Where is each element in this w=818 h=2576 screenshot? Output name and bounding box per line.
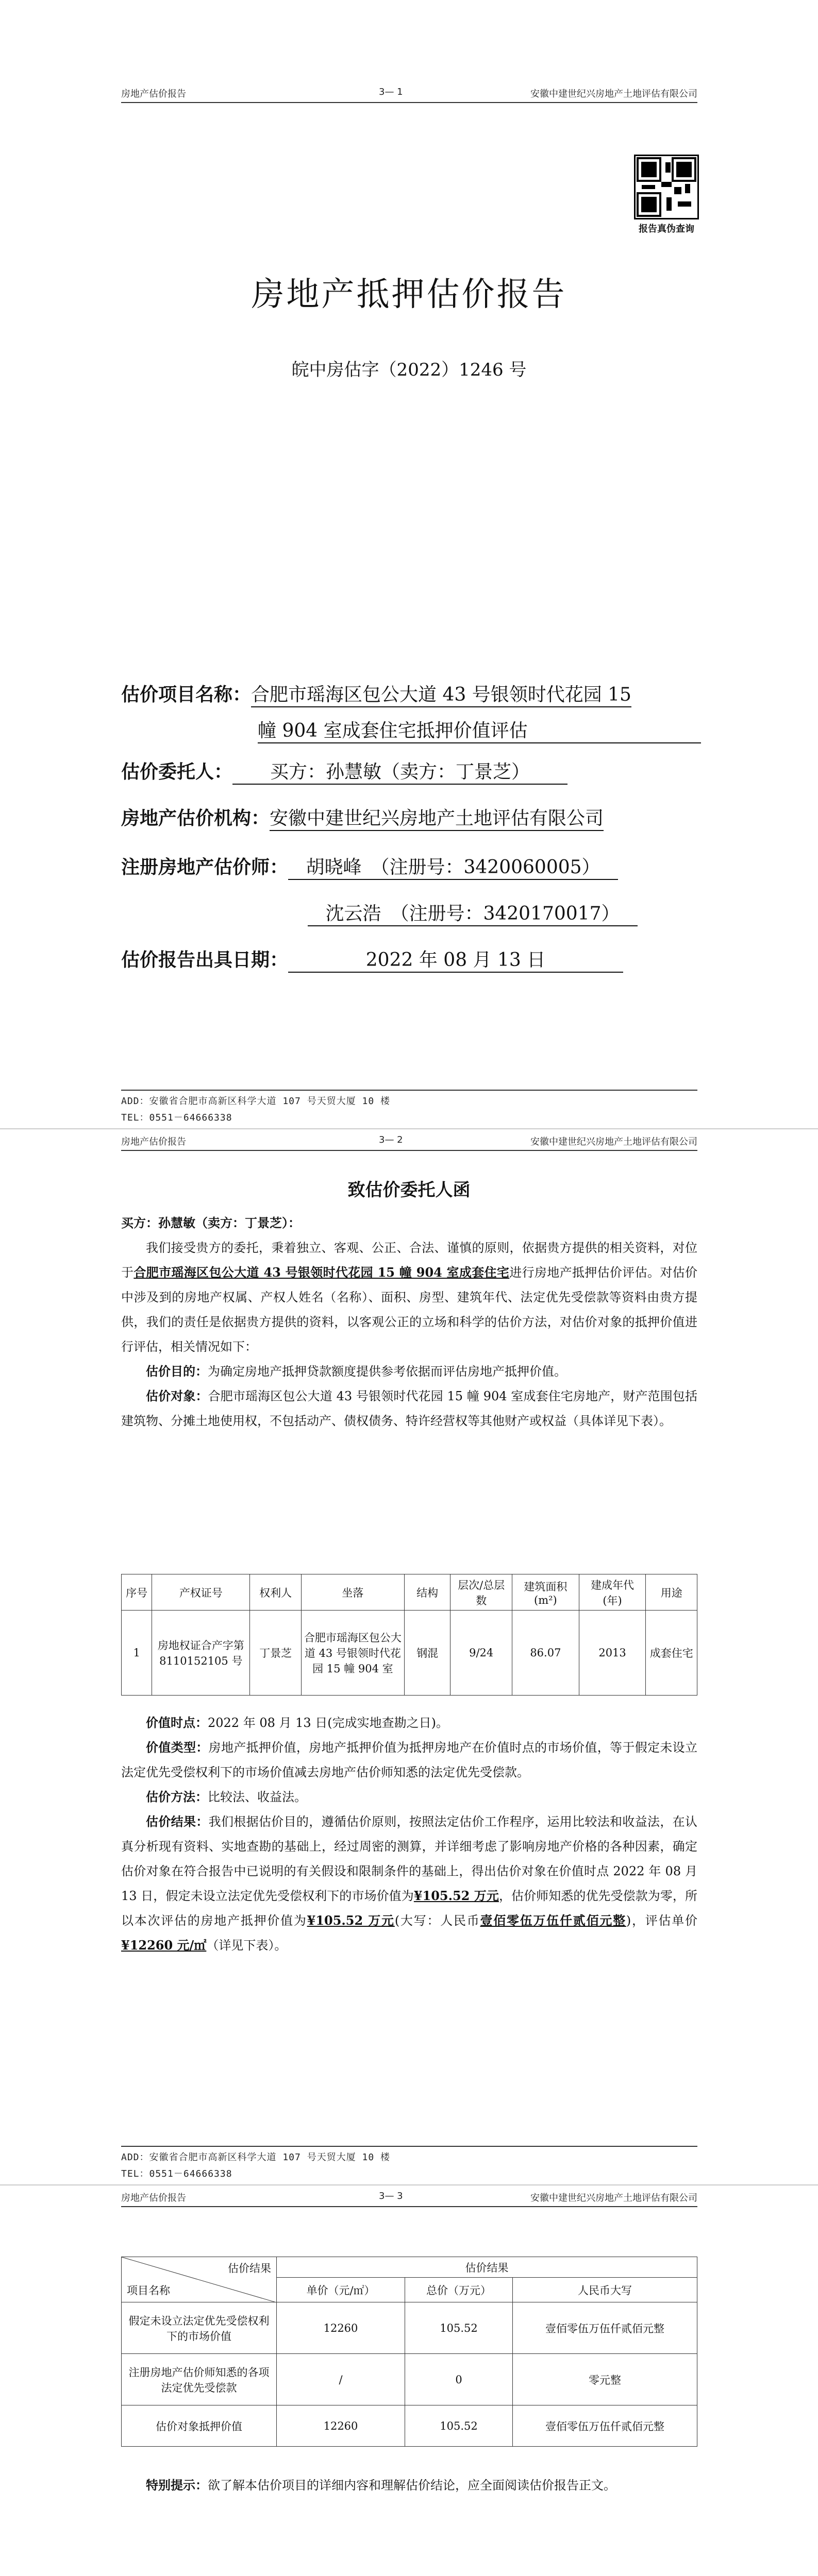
method-label: 估价方法： [146,1789,208,1804]
letter-body [121,1211,697,1433]
header-right: 安徽中建世纪兴房地产土地评估有限公司 [530,89,697,99]
row-upper: 零元整 [513,2354,697,2405]
table-header: 产权证号 [152,1574,250,1611]
report-title: 房地产抵押估价报告 [251,276,567,314]
result-unit-price: ¥12260 元/㎡ [121,1938,207,1953]
header-page: 3— 2 [379,1134,403,1145]
table-cell: 房地权证合产字第 8110152105 号 [152,1611,250,1696]
special-paragraph [121,2473,697,2498]
table-header-row [122,1574,697,1611]
table-cell: 9/24 [450,1611,512,1696]
table-header: 坐落 [301,1574,404,1611]
type-paragraph [121,1735,697,1785]
purpose-label: 估价目的： [146,1364,208,1379]
date-row [121,945,623,973]
result-table-group-row [122,2257,697,2278]
report-number: 皖中房估字（2022）1246 号 [291,360,527,380]
table-row [122,2405,697,2447]
result-text-e: （详见下表）。 [206,1938,287,1953]
row-unit: 12260 [277,2405,405,2447]
col-upper: 人民币大写 [513,2278,697,2302]
footer-address: ADD：安徽省合肥市高新区科学大道 107 号天贸大厦 10 楼 [121,1096,391,1107]
qr-label: 报告真伪查询 [639,224,694,234]
row-total: 0 [405,2354,513,2405]
result-text-d: )，评估单价 [626,1913,697,1928]
row-total: 105.52 [405,2302,513,2354]
result-text-c: (大写：人民币 [394,1913,480,1928]
special-text: 欲了解本估价项目的详细内容和理解估价结论，应全面阅读估价报告正文。 [208,2478,616,2493]
object-paragraph [121,1384,697,1433]
corner-top: 估价结果 [228,2262,271,2275]
header-page: 3— 1 [379,87,403,97]
date-value: 2022 年 08 月 13 日 [288,945,623,973]
property-table [121,1574,697,1696]
project-value-2: 幢 904 室成套住宅抵押价值评估 [258,716,701,743]
table-cell: 合肥市瑶海区包公大道 43 号银领时代花园 15 幢 904 室 [301,1611,404,1696]
table-header: 序号 [122,1574,152,1611]
result-group-header: 估价结果 [277,2257,697,2278]
client-row [121,757,567,785]
purpose-text: 为确定房地产抵押贷款额度提供参考依据而评估房地产抵押价值。 [208,1364,566,1379]
row-unit: 12260 [277,2302,405,2354]
letter-paragraph-1 [121,1235,697,1359]
appraiser-row-2 [308,899,638,926]
agency-label: 房地产估价机构： [121,807,270,829]
agency-row [121,804,604,831]
table-row [122,1611,697,1696]
appraiser-label: 注册房地产估价师： [121,856,289,878]
object-label: 估价对象： [146,1388,208,1403]
type-label: 价值类型： [146,1740,209,1755]
method-paragraph [121,1785,697,1809]
page-header [121,81,697,103]
appraiser-1: 胡晓峰 （注册号：3420060005） [288,853,618,880]
type-text: 房地产抵押价值，房地产抵押价值为抵押房地产在价值时点的市场价值，等于假定未设立法定优先受偿权利下的市场价值减去房地产估价师知悉的法定优先受偿款。 [121,1740,698,1780]
table-header: 结构 [404,1574,450,1611]
project-value-1: 合肥市瑶海区包公大道 43 号银领时代花园 15 [251,680,631,707]
footer-address: ADD：安徽省合肥市高新区科学大道 107 号天贸大厦 10 楼 [121,2152,391,2163]
table-cell: 钢混 [404,1611,450,1696]
page-footer [121,2146,697,2180]
qr-code[interactable] [634,155,699,219]
header-left: 房地产估价报告 [121,89,186,99]
point-text: 2022 年 08 月 13 日(完成实地查勘之日)。 [208,1716,449,1730]
result-upper: 壹佰零伍万伍仟贰佰元整 [480,1913,626,1928]
header-right: 安徽中建世纪兴房地产土地评估有限公司 [530,2193,697,2204]
table-header: 建筑面积(m²) [512,1574,579,1611]
table-header: 用途 [646,1574,697,1611]
corner-bottom: 项目名称 [127,2284,170,2297]
table-cell: 成套住宅 [646,1611,697,1696]
p1-text-c: 进行房地产抵押估价评估。对估价中涉及到的房地产权属、产权人姓名（名称）、面积、房型、建筑年代、法定优先受偿款等资料由贵方提供，我们的责任是依据贵方提供的资料，以客观公正的立场和科学的估价方法，对估价对象的抵押价值进行评估，相关情况如下： [121,1265,698,1354]
client-label: 估价委托人： [121,761,233,783]
project-name-row-2 [258,716,701,743]
row-total: 105.52 [405,2405,513,2447]
point-label: 价值时点： [146,1715,208,1730]
method-text: 比较法、收益法。 [208,1790,307,1804]
col-total: 总价（万元） [405,2278,513,2302]
result-amount: ¥105.52 万元 [413,1888,499,1903]
client-value: 买方：孙慧敏（卖方：丁景芝） [232,757,567,785]
row-upper: 壹佰零伍万伍仟贰佰元整 [513,2302,697,2354]
page-header [121,1129,697,1151]
footer-tel: TEL：0551－64666338 [121,1112,232,1123]
project-label: 估价项目名称： [121,684,252,705]
special-label: 特别提示： [146,2478,208,2493]
table-cell: 2013 [579,1611,646,1696]
date-label: 估价报告出具日期： [121,949,289,971]
table-cell: 86.07 [512,1611,579,1696]
header-left: 房地产估价报告 [121,1137,186,1147]
result-label: 估价结果： [146,1814,209,1829]
footer-tel: TEL：0551－64666338 [121,2168,232,2179]
letter-to: 买方：孙慧敏（卖方：丁景芝）： [121,1215,301,1230]
p1-property: 合肥市瑶海区包公大道 43 号银领时代花园 15 幢 904 室成套住宅 [133,1265,510,1280]
agency-value: 安徽中建世纪兴房地产土地评估有限公司 [270,804,604,831]
project-name-row [121,680,631,707]
header-right: 安徽中建世纪兴房地产土地评估有限公司 [530,1137,697,1147]
row-name: 估价对象抵押价值 [122,2405,277,2447]
special-note [121,2473,697,2498]
row-name: 假定未设立法定优先受偿权利下的市场价值 [122,2302,277,2354]
letter-body-2 [121,1710,697,1958]
result-amount-2: ¥105.52 万元 [307,1913,395,1928]
appraiser-row [121,853,618,880]
page-footer [121,1090,697,1124]
row-unit: / [277,2354,405,2405]
purpose-paragraph [121,1359,697,1384]
page-header [121,2185,697,2207]
table-row [122,2302,697,2354]
result-table [121,2257,697,2447]
table-row [122,2354,697,2405]
point-paragraph [121,1710,697,1735]
object-text: 合肥市瑶海区包公大道 43 号银领时代花园 15 幢 904 室成套住宅房地产，财产范围包括建筑物、分摊土地使用权，不包括动产、债权债务、特许经营权等其他财产或权益（具体详见下表）。 [121,1389,697,1428]
row-upper: 壹佰零伍万伍仟贰佰元整 [513,2405,697,2447]
letter-title: 致估价委托人函 [347,1180,471,1200]
result-table-corner [122,2257,277,2302]
col-unit-price: 单价（元/㎡） [277,2278,405,2302]
result-text-a: 我们根据估价目的，遵循估价原则，按照法定估价工作程序，运用比较法和收益法，在认真分析现有资料、实地查勘的基础上，经过周密的测算，并详细考虑了影响房地产价格的各种因素，确定估价对象在符合报告中已说明的有关假设和限制条件的基础上，得出估价对象在价值时点 2022 年 08 月 13 日，假定未设立法定优先受偿权利下的市场价值为 [121,1815,698,1903]
result-text-b: ，估价师知悉的优先受偿款为零，所以本次评估的房地产抵押价值为 [121,1889,698,1928]
table-header: 权利人 [250,1574,302,1611]
result-paragraph [121,1809,697,1958]
table-header: 层次/总层数 [450,1574,512,1611]
table-cell: 丁景芝 [250,1611,302,1696]
table-header: 建成年代(年) [579,1574,646,1611]
appraiser-2: 沈云浩 （注册号：3420170017） [308,899,638,926]
header-left: 房地产估价报告 [121,2193,186,2204]
header-page: 3— 3 [379,2191,403,2201]
p1-text-a: 我们接受贵方的委托，秉着独立、客观、公正、合法、谨慎的原则，依据贵方提供的相关资料，对位于 [121,1241,697,1280]
row-name: 注册房地产估价师知悉的各项法定优先受偿款 [122,2354,277,2405]
table-cell: 1 [122,1611,152,1696]
